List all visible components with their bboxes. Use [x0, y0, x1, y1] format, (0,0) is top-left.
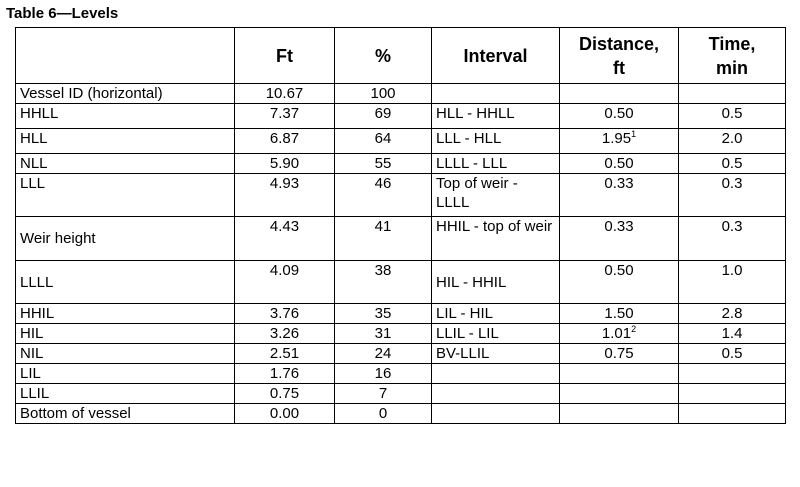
cell-percent-text: 41: [374, 218, 392, 235]
cell-percent: [335, 344, 432, 364]
cell-time: [679, 404, 786, 424]
cell-distance-text: 0.50: [604, 105, 634, 122]
cell-distance-text: 1.50: [604, 305, 634, 322]
cell-distance: [560, 84, 679, 104]
cell-level-text: LLLL: [20, 273, 54, 291]
cell-level: [16, 84, 235, 104]
cell-ft-text: 0.75: [269, 385, 300, 402]
cell-interval-text: Top of weir - LLLL: [436, 175, 518, 211]
cell-percent: [335, 384, 432, 404]
cell-percent-text: 38: [374, 262, 392, 279]
cell-interval-text: HIL - HHIL: [436, 273, 507, 291]
cell-level-text: LIL: [20, 365, 41, 382]
cell-time: [679, 344, 786, 364]
cell-time: [679, 304, 786, 324]
cell-interval: [432, 129, 560, 154]
cell-percent: [335, 324, 432, 344]
header-time-line1: Time,: [708, 33, 756, 54]
cell-interval-text: LLIL - LIL: [436, 325, 499, 342]
cell-time-text: 2.0: [721, 130, 743, 147]
table-row: [16, 261, 786, 304]
cell-distance-text: 0.50: [604, 262, 634, 279]
cell-percent: [335, 84, 432, 104]
cell-interval: [432, 324, 560, 344]
cell-interval: [432, 84, 560, 104]
header-interval: Interval: [432, 28, 560, 84]
table-title: Table 6—Levels: [6, 5, 119, 22]
cell-time: [679, 84, 786, 104]
cell-time-text: 0.3: [721, 175, 743, 192]
cell-time-text: 1.0: [721, 262, 743, 279]
cell-ft-text: 10.67: [265, 85, 304, 102]
cell-interval: [432, 174, 560, 217]
cell-level-text: HHLL: [20, 105, 59, 122]
cell-time-text: 1.4: [721, 325, 743, 342]
cell-percent: [335, 174, 432, 217]
cell-time-text: 2.8: [721, 305, 743, 322]
cell-ft: [235, 217, 335, 261]
cell-percent-text: 31: [374, 325, 392, 342]
table-row: [16, 364, 786, 384]
cell-interval: [432, 404, 560, 424]
cell-ft-text: 5.90: [269, 155, 300, 172]
cell-interval: [432, 154, 560, 174]
cell-distance-text: 0.33: [604, 218, 634, 235]
footnote-marker: 1: [631, 129, 637, 139]
cell-time-text: 0.5: [721, 155, 743, 172]
cell-distance-text: 0.75: [604, 345, 634, 362]
cell-interval: [432, 217, 560, 261]
cell-level-text: NIL: [20, 345, 44, 362]
cell-percent-text: 69: [374, 105, 392, 122]
cell-level-text: NLL: [20, 155, 48, 172]
cell-percent-text: 100: [370, 85, 396, 102]
cell-ft-text: 7.37: [269, 105, 300, 122]
cell-level-text: HHIL: [20, 305, 55, 322]
cell-distance-text: 1.01: [601, 325, 632, 342]
cell-level: [16, 344, 235, 364]
cell-distance: [560, 154, 679, 174]
table-row: [16, 344, 786, 364]
cell-interval: [432, 104, 560, 129]
cell-ft-text: 2.51: [269, 345, 300, 362]
cell-level-text: Vessel ID (horizontal): [20, 85, 163, 102]
cell-interval: [432, 384, 560, 404]
cell-level: [16, 129, 235, 154]
cell-percent: [335, 304, 432, 324]
cell-distance: [560, 384, 679, 404]
cell-distance: [560, 344, 679, 364]
cell-percent: [335, 404, 432, 424]
header-ft: Ft: [235, 28, 335, 84]
cell-interval-text: LIL - HIL: [436, 305, 493, 322]
cell-time: [679, 217, 786, 261]
table-row: [16, 324, 786, 344]
cell-ft-text: 3.76: [269, 305, 300, 322]
cell-ft: [235, 324, 335, 344]
table-row: [16, 304, 786, 324]
cell-distance-text: 0.50: [604, 155, 634, 172]
cell-level: [16, 404, 235, 424]
cell-percent-text: 55: [374, 155, 392, 172]
cell-percent-text: 35: [374, 305, 392, 322]
cell-distance: [560, 104, 679, 129]
cell-level: [16, 154, 235, 174]
cell-distance: [560, 174, 679, 217]
cell-percent-text: 7: [378, 385, 388, 402]
cell-distance: [560, 364, 679, 384]
cell-time: [679, 104, 786, 129]
cell-distance-text: 1.95: [601, 130, 632, 147]
cell-level: [16, 174, 235, 217]
table-row: [16, 84, 786, 104]
table-row: [16, 104, 786, 129]
cell-level: [16, 261, 235, 304]
cell-ft: [235, 154, 335, 174]
cell-ft-text: 1.76: [269, 365, 300, 382]
cell-ft: [235, 384, 335, 404]
cell-time-text: 0.5: [721, 105, 743, 122]
cell-distance: [560, 404, 679, 424]
header-time: [679, 28, 786, 84]
cell-time-text: 0.3: [721, 218, 743, 235]
cell-percent: [335, 129, 432, 154]
cell-time-text: 0.5: [721, 345, 743, 362]
cell-interval-text: HHIL - top of weir: [436, 218, 553, 235]
cell-interval-text: LLL - HLL: [436, 130, 502, 147]
table-row: [16, 129, 786, 154]
table-row: [16, 404, 786, 424]
header-distance-line2: ft: [613, 57, 625, 78]
cell-level: [16, 384, 235, 404]
cell-ft-text: 3.26: [269, 325, 300, 342]
cell-level: [16, 104, 235, 129]
cell-ft: [235, 344, 335, 364]
cell-time: [679, 364, 786, 384]
cell-level-text: Weir height: [20, 230, 96, 247]
cell-level: [16, 364, 235, 384]
cell-ft: [235, 174, 335, 217]
cell-distance: [560, 217, 679, 261]
cell-ft: [235, 364, 335, 384]
cell-percent: [335, 104, 432, 129]
cell-level: [16, 324, 235, 344]
cell-distance: [560, 304, 679, 324]
header-percent: %: [335, 28, 432, 84]
cell-percent-text: 24: [374, 345, 392, 362]
table-row: [16, 174, 786, 217]
footnote-marker: 2: [631, 324, 637, 334]
cell-level-text: HLL: [20, 130, 48, 147]
cell-level-text: LLL: [20, 175, 46, 192]
header-distance-line1: Distance,: [578, 33, 660, 54]
table-row: [16, 154, 786, 174]
cell-interval: [432, 261, 560, 304]
cell-time: [679, 154, 786, 174]
cell-ft: [235, 129, 335, 154]
cell-ft-text: 4.93: [269, 175, 300, 192]
cell-percent-text: 46: [374, 175, 392, 192]
cell-distance: [560, 324, 679, 344]
cell-ft-text: 4.09: [269, 262, 300, 279]
cell-distance: [560, 129, 679, 154]
cell-ft: [235, 404, 335, 424]
header-distance: [560, 28, 679, 84]
cell-percent: [335, 261, 432, 304]
cell-level-text: Bottom of vessel: [20, 405, 131, 422]
cell-distance-text: 0.33: [604, 175, 634, 192]
cell-time: [679, 174, 786, 217]
cell-interval-text: BV-LLIL: [436, 345, 490, 362]
cell-percent: [335, 364, 432, 384]
cell-time: [679, 129, 786, 154]
cell-level-text: HIL: [20, 325, 44, 342]
cell-level: [16, 217, 235, 261]
header-blank: [16, 28, 235, 84]
cell-time: [679, 324, 786, 344]
levels-table: [15, 27, 786, 424]
cell-interval: [432, 304, 560, 324]
cell-ft-text: 0.00: [269, 405, 300, 422]
cell-percent: [335, 217, 432, 261]
cell-time: [679, 261, 786, 304]
cell-percent-text: 0: [378, 405, 388, 422]
cell-ft: [235, 84, 335, 104]
cell-ft: [235, 261, 335, 304]
table-row: [16, 384, 786, 404]
cell-ft: [235, 104, 335, 129]
header-row: [16, 28, 786, 84]
cell-interval: [432, 364, 560, 384]
cell-percent-text: 64: [374, 130, 392, 147]
cell-distance: [560, 261, 679, 304]
cell-interval: [432, 344, 560, 364]
cell-interval-text: LLLL - LLL: [436, 155, 508, 172]
cell-level-text: LLIL: [20, 385, 50, 402]
cell-ft: [235, 304, 335, 324]
cell-percent-text: 16: [374, 365, 392, 382]
cell-time: [679, 384, 786, 404]
cell-interval-text: HLL - HHLL: [436, 105, 515, 122]
table-row: [16, 217, 786, 261]
cell-percent: [335, 154, 432, 174]
cell-level: [16, 304, 235, 324]
cell-ft-text: 4.43: [269, 218, 300, 235]
cell-ft-text: 6.87: [269, 130, 300, 147]
header-time-line2: min: [715, 57, 748, 78]
